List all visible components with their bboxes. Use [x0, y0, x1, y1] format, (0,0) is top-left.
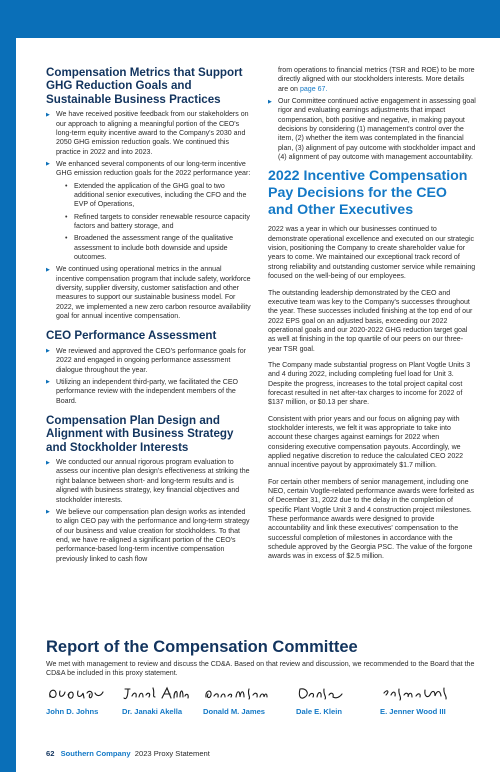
list-item: ▶ We have received positive feedback from our stakeholders on our approach to aligning a meaningful portion of the CEO's long-term equity incentive award to the Company's 2030 and 2050 GHG emission reduction goals. We continued this practice in 2022 and into 2023.: [46, 110, 251, 157]
section-title-plan-design: Compensation Plan Design and Alignment with Business Strategy and Stockholder Interests: [46, 413, 234, 454]
side-band: [0, 38, 16, 772]
report-text: We met with management to review and discuss the CD&A. Based on that review and discussion, we recommended to the Board that the CD&A be included in this proxy statement.: [46, 661, 475, 678]
paragraph: The Company made substantial progress on Plant Vogtle Units 3 and 4 during 2022, including completing fuel load for Unit 3. Despite the progress, increases to the total project capital cost forecast resulted in net after-tax charges to income for 2022 of $137 million, or $0.13 per share.: [268, 361, 471, 407]
report-section: [46, 637, 486, 679]
header-band: [0, 0, 500, 38]
plan-design-list: [46, 458, 251, 564]
report-title: Report of the Compensation Committee: [46, 638, 358, 656]
list-item-text: We enhanced several components of our long-term incentive GHG emission reduction goals for the 2022 performance year:: [56, 160, 251, 178]
list-item: ▶ We believe our compensation plan design works as intended to align CEO pay with the performance and long-term strategy of our business and value creation for stockholders. To that end, we have re-aligned a significant portion of the CEO's performance-based long-term incentive compensation previously linked to cash flow: [46, 508, 251, 564]
paragraph: For certain other members of senior management, including one NEO, certain Vogtle-related performance awards were forfeited as of December 31, 2022 due to the delay in the completion of specific Plant Vogtle Unit 3 and 4 construction project milestones. These performance awards were designed to provide accountability and link these executives' compensation to the successful completion of milestones in accordance with the schedule approved by the Georgia PSC. The value of the forgone awards was in excess of $2.5 million.: [268, 478, 475, 561]
signature-block: [122, 685, 190, 716]
page-number: 62: [46, 749, 55, 758]
continued-text: [268, 66, 476, 94]
section-title-ghg: Compensation Metrics that Support GHG Reduction Goals and Sustainable Business Practices: [46, 66, 243, 106]
left-column: [46, 66, 251, 567]
signer-name: Donald M. James: [203, 707, 266, 716]
ceo-assessment-list: [46, 347, 251, 406]
signature-block: [46, 685, 106, 716]
section-title-pay-decisions: 2022 Incentive Compensation Pay Decisions for the CEO and Other Executives: [268, 168, 468, 219]
page-link[interactable]: page 67.: [299, 85, 328, 93]
ghg-list: [46, 110, 251, 321]
list-item: ▶ Our Committee continued active engagement in assessing goal rigor and evaluating earnings adjustments that impact compensation, both positive and negative, in making payout decisions by considering (1) management's control over the item, (2) whether the item was contemplated in the financial plan, (3) alignment of pay outcome with stockholder impact and (4) alignment of pay outcome with management accountability.: [268, 97, 476, 162]
signature-block: [296, 685, 348, 716]
paragraph: The outstanding leadership demonstrated by the CEO and executive team was key to the Company's successes throughout the year. These successes included finishing at the top end of our 2022 EPS goal on an adjusted basis, exceeding our 2022 operational goals and our 2020-2022 GHG reduction target goal as well at finishing in the top quartile of our peers on our three-year TSR goal.: [268, 289, 473, 353]
document-title: 2023 Proxy Statement: [134, 749, 210, 758]
list-item: ▶ We continued using operational metrics in the annual incentive compensation program that include safety, workforce diversity, supplier diversity, customer satisfaction and other measures to support our sustainable business model. For 2022, we implemented a new zero carbon resource availability goal for annual incentive compensation.: [46, 265, 251, 321]
section-title-ceo-assessment: CEO Performance Assessment: [46, 329, 217, 343]
list-item: [46, 160, 251, 262]
sublist-item: • Refined targets to consider renewable resource capacity factors and battery storage, and: [56, 213, 251, 232]
signer-name: Dale E. Klein: [296, 707, 343, 716]
sublist-item: • Broadened the assessment range of the qualitative assessment to include both downside and upside outcomes.: [56, 234, 251, 262]
footer: [46, 749, 210, 758]
signature-image: [46, 685, 106, 703]
engagement-list: [268, 97, 476, 162]
signature-block: [203, 685, 269, 716]
paragraph: Consistent with prior years and our focus on aligning pay with stockholder interests, we felt it was appropriate to take into account these charges against earnings for 2022 when considering executive compensation payouts. Accordingly, we applied negative discretion to reduce the calculated CEO 2022 annual incentive payout by approximately $1.7 million.: [268, 415, 464, 470]
list-item: ▶ We conducted our annual rigorous program evaluation to assess our incentive plan design's effectiveness at striking the right balance between short- and long-term results and is aligned with business strategy, key financial objectives and stockholder interests.: [46, 458, 251, 505]
signature-image: [122, 685, 190, 703]
signature-image: [296, 685, 348, 703]
right-column: [268, 66, 476, 569]
list-item: ▶ We reviewed and approved the CEO's performance goals for 2022 and engaged in ongoing performance assessment dialogue throughout the year.: [46, 347, 251, 375]
signature-image: [203, 685, 269, 703]
signer-name: E. Jenner Wood III: [380, 707, 446, 716]
signature-block: [380, 685, 450, 716]
ghg-sublist: [56, 182, 251, 263]
paragraph: 2022 was a year in which our businesses continued to demonstrate operational excellence and executed on our strategic vision, positioning the Company to create shareholder value for years to come. We maintained our exceptional track record of strong reliability and outstanding customer service while remaining focused on the well-being of our employees.: [268, 226, 476, 281]
signer-name: John D. Johns: [46, 707, 99, 716]
signer-name: Dr. Janaki Akella: [122, 707, 183, 716]
list-item: ▶ Utilizing an independent third-party, we facilitated the CEO performance review with the independent members of the Board.: [46, 378, 251, 406]
company-name: Southern Company: [60, 749, 131, 758]
continued-text-body: from operations to financial metrics (TSR and ROE) to be more directly aligned with our stockholders interests. More details are on: [278, 67, 475, 93]
signature-image: [380, 685, 450, 703]
sublist-item: • Extended the application of the GHG goal to two additional senior executives, including the CFO and the EVP of Operations,: [56, 182, 251, 210]
